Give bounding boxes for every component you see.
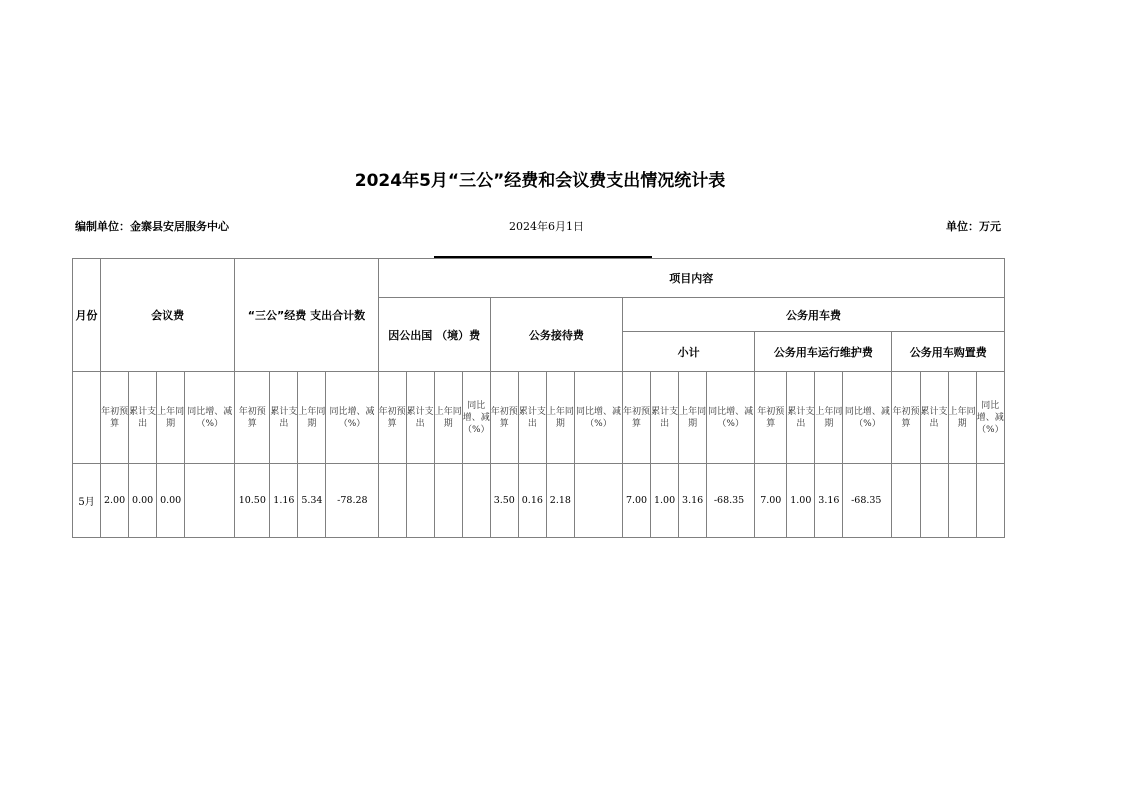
expense-table <box>72 258 1005 538</box>
cell-car_subtotal-spent: 1.00 <box>651 464 679 538</box>
cell-meeting-yoy <box>185 464 235 538</box>
subheader-car_purchase-yoy: 同比增、减（%） <box>976 372 1004 464</box>
car-subtotal-header: 小计 <box>623 332 755 372</box>
subheader-abroad-budget: 年初预算 <box>378 372 406 464</box>
cell-car_maint-yoy: -68.35 <box>843 464 892 538</box>
cell-car_purchase-spent <box>920 464 948 538</box>
unit-label: 单位：万元 <box>946 220 1001 233</box>
cell-sangong-budget: 10.50 <box>235 464 270 538</box>
reception-header: 公务接待费 <box>490 298 622 372</box>
subheader-reception-yoy: 同比增、减（%） <box>574 372 622 464</box>
car-purchase-header: 公务用车购置费 <box>892 332 1005 372</box>
cell-car_maint-spent: 1.00 <box>787 464 815 538</box>
cell-car_subtotal-budget: 7.00 <box>623 464 651 538</box>
cell-car_purchase-last <box>948 464 976 538</box>
subheader-car_maint-yoy: 同比增、减（%） <box>843 372 892 464</box>
subheader-sangong-spent: 累计支出 <box>270 372 298 464</box>
cell-reception-spent: 0.16 <box>518 464 546 538</box>
subheader-sangong-yoy: 同比增、减（%） <box>326 372 378 464</box>
subheader-abroad-yoy: 同比增、减（%） <box>462 372 490 464</box>
subheader-meeting-budget: 年初预算 <box>101 372 129 464</box>
cell-abroad-spent <box>406 464 434 538</box>
cell-reception-last: 2.18 <box>546 464 574 538</box>
car-header: 公务用车费 <box>623 298 1005 332</box>
cell-abroad-last <box>434 464 462 538</box>
cell-meeting-spent: 0.00 <box>129 464 157 538</box>
subheader-car_subtotal-yoy: 同比增、减（%） <box>707 372 755 464</box>
subheader-car_subtotal-budget: 年初预算 <box>623 372 651 464</box>
sangong-total-header: “三公”经费 支出合计数 <box>235 259 378 372</box>
subheader-meeting-yoy: 同比增、减（%） <box>185 372 235 464</box>
cell-sangong-yoy: -78.28 <box>326 464 378 538</box>
cell-car_maint-budget: 7.00 <box>755 464 787 538</box>
abroad-header: 因公出国 （境）费 <box>378 298 490 372</box>
cell-car_subtotal-last: 3.16 <box>679 464 707 538</box>
cell-abroad-yoy <box>462 464 490 538</box>
subheader-car_purchase-last: 上年同期 <box>948 372 976 464</box>
subheader-meeting-last: 上年同期 <box>157 372 185 464</box>
cell-car_purchase-yoy <box>976 464 1004 538</box>
cell-car_maint-last: 3.16 <box>815 464 843 538</box>
cell-reception-yoy <box>574 464 622 538</box>
subheader-car_purchase-spent: 累计支出 <box>920 372 948 464</box>
subheader-car_maint-budget: 年初预算 <box>755 372 787 464</box>
cell-abroad-budget <box>378 464 406 538</box>
month-header: 月份 <box>73 259 101 372</box>
row-month: 5月 <box>73 464 101 538</box>
cell-sangong-spent: 1.16 <box>270 464 298 538</box>
date-label: 2024年6月1日 <box>509 220 584 233</box>
cell-meeting-last: 0.00 <box>157 464 185 538</box>
subheader-sangong-last: 上年同期 <box>298 372 326 464</box>
subheader-abroad-last: 上年同期 <box>434 372 462 464</box>
meeting-header: 会议费 <box>101 259 235 372</box>
subheader-car_purchase-budget: 年初预算 <box>892 372 920 464</box>
cell-car_purchase-budget <box>892 464 920 538</box>
cell-meeting-budget: 2.00 <box>101 464 129 538</box>
subheader-sangong-budget: 年初预算 <box>235 372 270 464</box>
car-maint-header: 公务用车运行维护费 <box>755 332 892 372</box>
subheader-car_subtotal-last: 上年同期 <box>679 372 707 464</box>
subheader-meeting-spent: 累计支出 <box>129 372 157 464</box>
subheader-reception-budget: 年初预算 <box>490 372 518 464</box>
subheader-car_maint-spent: 累计支出 <box>787 372 815 464</box>
cell-sangong-last: 5.34 <box>298 464 326 538</box>
subheader-reception-last: 上年同期 <box>546 372 574 464</box>
subheader-reception-spent: 累计支出 <box>518 372 546 464</box>
cell-car_subtotal-yoy: -68.35 <box>707 464 755 538</box>
subheader-car_maint-last: 上年同期 <box>815 372 843 464</box>
empty-cell <box>73 372 101 464</box>
project-header: 项目内容 <box>378 259 1004 298</box>
subheader-car_subtotal-spent: 累计支出 <box>651 372 679 464</box>
subheader-abroad-spent: 累计支出 <box>406 372 434 464</box>
page-title: 2024年5月“三公”经费和会议费支出情况统计表 <box>354 171 726 191</box>
org-label: 编制单位：金寨县安居服务中心 <box>75 220 229 233</box>
cell-reception-budget: 3.50 <box>490 464 518 538</box>
